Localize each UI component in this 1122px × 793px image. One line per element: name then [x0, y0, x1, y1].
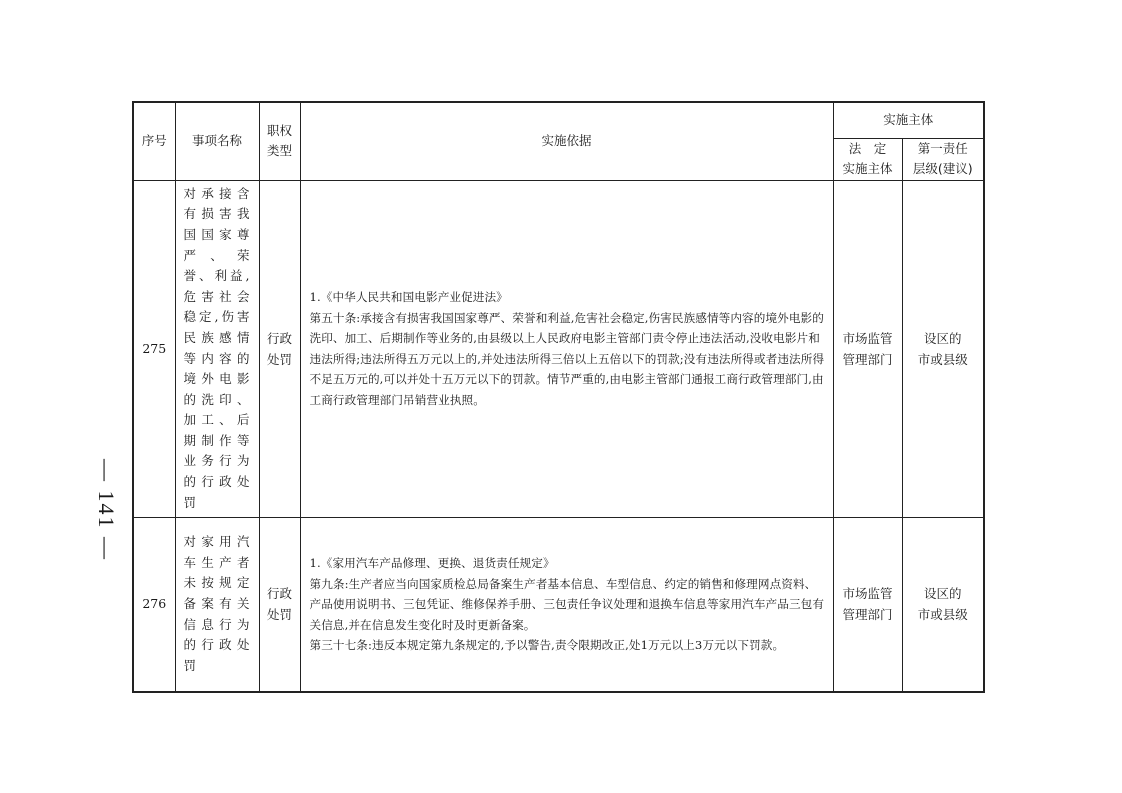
- header-first-level-line-2: 层级(建议): [912, 161, 973, 176]
- header-power-type-line-1: 职权: [266, 123, 292, 139]
- page-number: [86, 330, 126, 690]
- regulation-table: [132, 101, 985, 693]
- row-legal-subject: [833, 180, 902, 517]
- row-legal-subject-line-2: 管理部门: [842, 351, 893, 367]
- row-legal-subject-line-2: 管理部门: [842, 607, 893, 623]
- header-basis: 实施依据: [300, 102, 833, 180]
- row-item-name: 对承接含有损害我国国家尊严、荣誉、利益,危害社会稳定,伤害民族感情等内容的境外电影的洗印、加工、后期制作等业务行为的行政处罚: [175, 180, 259, 517]
- row-first-level-line-2: 市或县级: [917, 351, 968, 367]
- row-seq: 276: [133, 517, 175, 692]
- row-power-type-line-1: 行政: [266, 330, 292, 346]
- row-power-type-line-1: 行政: [266, 586, 292, 602]
- row-power-type-line-2: 处罚: [266, 351, 292, 367]
- header-legal-subject: [833, 138, 902, 180]
- row-basis: [300, 180, 833, 517]
- row-basis-line: 第九条:生产者应当向国家质检总局备案生产者基本信息、车型信息、约定的销售和修理网点资料、产品使用说明书、三包凭证、维修保养手册、三包责任争议处理和退换车信息等家用汽车产品三包有关信息,并在信息发生变化时及时更新备案。: [309, 576, 825, 632]
- table-row: [133, 180, 984, 517]
- header-row: [133, 102, 984, 138]
- header-legal-subject-line-2: 实施主体: [842, 161, 893, 176]
- row-first-level-line-1: 设区的: [924, 586, 962, 602]
- row-basis-line: 第三十七条:违反本规定第九条规定的,予以警告,责令限期改正,处1万元以上3万元以下罚款。: [309, 638, 785, 652]
- header-power-type-line-2: 类型: [266, 143, 292, 159]
- row-first-level: [902, 517, 984, 692]
- row-legal-subject-line-1: 市场监管: [842, 330, 893, 346]
- header-legal-subject-line-1: 法 定: [848, 141, 887, 156]
- row-power-type-line-2: 处罚: [266, 607, 292, 623]
- header-item-name: 事项名称: [175, 102, 259, 180]
- row-basis-line: 1.《中华人民共和国电影产业促进法》: [309, 290, 508, 304]
- row-legal-subject: [833, 517, 902, 692]
- row-seq: 275: [133, 180, 175, 517]
- header-subject: 实施主体: [833, 102, 984, 138]
- page-number-text: — 141 —: [94, 459, 119, 561]
- header-first-level-line-1: 第一责任: [917, 141, 968, 156]
- row-first-level-line-1: 设区的: [924, 330, 962, 346]
- row-legal-subject-line-1: 市场监管: [842, 586, 893, 602]
- row-power-type: [259, 180, 300, 517]
- row-first-level-line-2: 市或县级: [917, 607, 968, 623]
- header-power-type: [259, 102, 300, 180]
- row-item-name: 对家用汽车生产者未按规定备案有关信息行为的行政处罚: [175, 517, 259, 692]
- row-basis-line: 1.《家用汽车产品修理、更换、退货责任规定》: [309, 556, 555, 570]
- table-row: [133, 517, 984, 692]
- row-power-type: [259, 517, 300, 692]
- row-basis: [300, 517, 833, 692]
- header-seq: 序号: [133, 102, 175, 180]
- row-first-level: [902, 180, 984, 517]
- row-basis-line: 第五十条:承接含有损害我国国家尊严、荣誉和利益,危害社会稳定,伤害民族感情等内容的境外电影的洗印、加工、后期制作等业务的,由县级以上人民政府电影主管部门责令停止违法活动,没收电影片和违法所得;违法所得五万元以上的,并处违法所得三倍以上五倍以下的罚款;没有违法所得或者违法所得不足五万元的,可以并处十五万元以下的罚款。情节严重的,由电影主管部门通报工商行政管理部门,由工商行政管理部门吊销营业执照。: [309, 310, 825, 407]
- header-first-level: [902, 138, 984, 180]
